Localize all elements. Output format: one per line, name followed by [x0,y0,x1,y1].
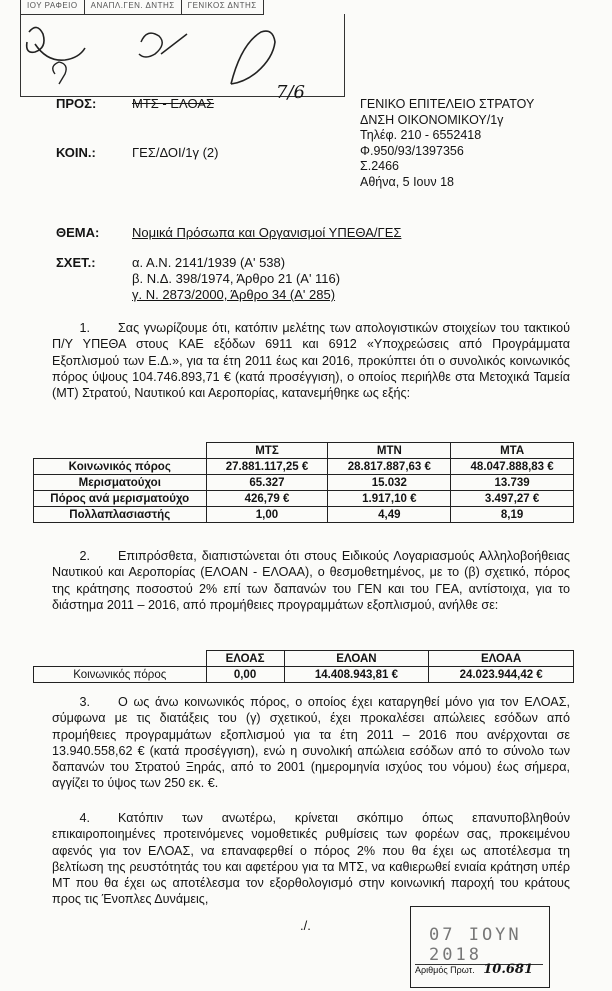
table-cell: 15.032 [328,475,451,491]
paragraph-text: Επιπρόσθετα, διαπιστώνεται ότι στους Ειδικούς Λογαριασμούς Αλληλοβοήθειας Ναυτικού και Αεροπορίας (ΕΛΟΑΝ - ΕΛΟΑΑ), ο θεσμοθετημένος, με το (β) σχετικό, πόρος της κράτησης ποσοστού 2% επί των δαπανών του ΓΕΝ και του ΓΕΑ, αντίστοιχα, για το διάστημα 2011 – 2016, από προμήθειες προγραμμάτων εξοπλισμού, ανήλθε σε: [52,549,570,612]
continuation-mark: ./. [300,918,311,933]
sender-org: ΓΕΝΙΚΟ ΕΠΙΤΕΛΕΙΟ ΣΤΡΑΤΟΥ [360,97,535,111]
recipient-label: ΠΡΟΣ: [56,96,97,111]
sender-date: Αθήνα, 5 Ιουν 18 [360,174,454,189]
table-header-cell: ΕΛΟΑΑ [429,651,574,667]
table-header-cell: ΜΤΣ [206,443,328,459]
table-cell: 1,00 [206,507,328,523]
paragraph-2 [52,548,570,613]
received-number: 10.681 [483,962,534,977]
table-row [34,667,574,683]
copy-label: ΚΟΙΝ.: [56,145,96,160]
table-header-cell [34,651,207,667]
stamp-cell-deputy-director: ΑΝΑΠΛ.ΓΕΝ. ΔΝΤΗΣ [85,0,182,14]
subject-label: ΘΕΜΑ: [56,225,100,240]
table-cell: 14.408.943,81 € [284,667,429,683]
sender-directorate: ΔΝΣΗ ΟΙΚΟΝΟΜΙΚΟΥ/1γ [360,112,504,127]
paragraph-text: Σας γνωρίζουμε ότι, κατόπιν μελέτης των απολογιστικών στοιχείων του τακτικού Π/Υ ΥΠΕΘΑ στους ΚΑΕ εξόδων 6911 και 6912 «Υποχρεώσεις από Προγράμματα Εξοπλισμού των Ε.Δ.», για τα έτη 2011 έως και 2016, προκύπτει ότι ο συνολικός κοινωνικός πόρος ύψους 104.746.893,71 € (κατά προσέγγιση), ο οποίος περιήλθε στα Μετοχικά Ταμεία (ΜΤ) Στρατού, Ναυτικού και Αεροπορίας, κατανεμήθηκε ως εξής: [52,321,570,401]
reference-item: α. Α.Ν. 2141/1939 (Α' 538) [132,255,286,270]
table-cell: 48.047.888,83 € [451,459,574,475]
paragraph-number: 2. [79,549,90,563]
table-cell: 8,19 [451,507,574,523]
table-header-cell: ΜΤΑ [451,443,574,459]
table-cell: 426,79 € [206,491,328,507]
table-cell: Μερισματούχοι [34,475,207,491]
paragraph-3 [52,694,570,792]
sender-block [360,97,534,190]
sender-serial: Σ.2466 [360,159,400,173]
table-cell: 65.327 [206,475,328,491]
paragraph-number: 1. [79,321,90,335]
paragraph-text: Ο ως άνω κοινωνικός πόρος, ο οποίος έχει καταργηθεί μόνο για τον ΕΛΟΑΣ, σύμφωνα με τις διατάξεις του (γ) σχετικού, έχει προκαλέσει απώλειες εσόδων από προμήθειες προγραμμάτων εξοπλισμού για τα έτη 2011 – 2016 που ανέρχονται σε 13.940.558,62 € (κατά προσέγγιση), ενώ η συνολική απώλεια εσόδων από το σύνολο των δαπανών του Στρατού Ξηράς, από το 2001 (ημερομηνία ισχύος του νόμου) έως σήμερα, αγγίζει το ύψος των 250 εκ. €. [52,695,570,791]
table-cell: 4,49 [328,507,451,523]
table-cell: Κοινωνικός πόρος [34,667,207,683]
table-header-row [34,651,574,667]
recipient-value: ΜΤΣ - ΕΛΟΑΣ [132,96,215,111]
received-number-row [415,962,533,977]
paragraph-text: Κατόπιν των ανωτέρω, κρίνεται σκόπιμο όπως επανυποβληθούν επικαιροποιημένες προτεινόμενες νομοθετικές ρυθμίσεις των φορέων σας, προκειμένου αφενός για τον ΕΛΟΑΣ, να επαναφερθεί ο πόρος 2% που θα έχει ως αποτέλεσμα τη βελτίωση της ρευστότητάς του και αφετέρου για τα ΜΤΣ, να καθιερωθεί ενιαία κράτηση υπέρ ΜΤ που θα έχει ως αποτέλεσμα τον εξορθολογισμό στην κοινωνική παροχή του κράτους προς τις Ένοπλες Δυνάμεις, [52,811,570,907]
table-cell: Πόρος ανά μερισματούχο [34,491,207,507]
table-cell: 3.497,27 € [451,491,574,507]
stamp-cell-office: ΙΟΥ ΡΑΦΕΙΟ [21,0,85,14]
mutual-aid-table [33,650,574,683]
references-label: ΣΧΕΤ.: [56,255,96,270]
table-row [34,475,574,491]
paragraph-number: 3. [79,695,90,709]
table-header-cell: ΜΤΝ [328,443,451,459]
approval-stamp-header [20,0,264,15]
table-header-cell: ΕΛΟΑΣ [206,651,284,667]
received-stamp [410,906,550,988]
table-cell: 0,00 [206,667,284,683]
references-list [132,255,340,303]
table-header-row [34,443,574,459]
table-cell: Πολλαπλασιαστής [34,507,207,523]
paragraph-4 [52,810,570,908]
handwritten-note: 7/6 [276,82,305,103]
table-cell: 13.739 [451,475,574,491]
sender-file-number: Φ.950/93/1397356 [360,143,464,158]
received-number-label: Αριθμός Πρωτ. [415,965,475,975]
table-row [34,507,574,523]
paragraph-1 [52,320,570,401]
table-cell: Κοινωνικός πόρος [34,459,207,475]
table-header-cell: ΕΛΟΑΝ [284,651,429,667]
table-header-cell [34,443,207,459]
table-cell: 1.917,10 € [328,491,451,507]
subject-value: Νομικά Πρόσωπα και Οργανισμοί ΥΠΕΘΑ/ΓΕΣ [132,225,402,240]
table-cell: 24.023.944,42 € [429,667,574,683]
received-date: 07 ΙΟΥΝ 2018 [429,925,522,965]
copy-value: ΓΕΣ/ΔΟΙ/1γ (2) [132,145,219,160]
reference-item: γ. Ν. 2873/2000, Άρθρο 34 (Α' 285) [132,287,336,302]
table-cell: 28.817.887,63 € [328,459,451,475]
reference-item: β. Ν.Δ. 398/1974, Άρθρο 21 (Α' 116) [132,271,341,286]
allocation-table [33,442,574,523]
sender-phone: Τηλέφ. 210 - 6552418 [360,128,482,142]
paragraph-number: 4. [79,811,90,825]
table-row [34,459,574,475]
table-cell: 27.881.117,25 € [206,459,328,475]
table-row [34,491,574,507]
stamp-cell-general-director: ΓΕΝΙΚΟΣ ΔΝΤΗΣ [187,1,257,10]
